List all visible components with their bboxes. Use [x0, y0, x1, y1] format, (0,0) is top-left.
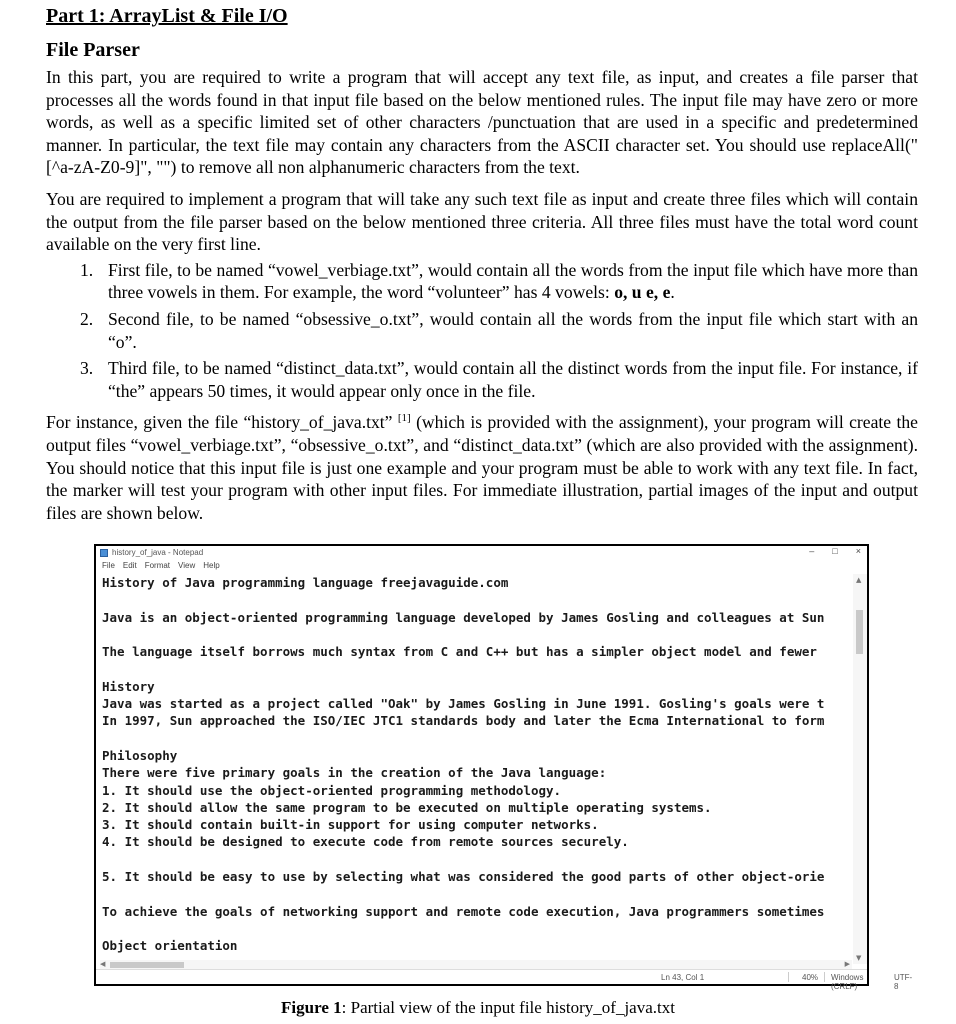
- requirements-paragraph: You are required to implement a program that will take any such text file as input and create three files which will contain the output from the file parser based on the below mentioned three criteria. All three files must have the total word count available on the very first line.: [46, 188, 918, 255]
- close-icon[interactable]: ×: [855, 546, 861, 556]
- notepad-screenshot: [94, 544, 913, 991]
- notepad-line: 4. It should be designed to execute code from remote sources securely.: [102, 834, 629, 850]
- criteria-bold-text: o, u e, e: [614, 282, 671, 303]
- notepad-line: [102, 851, 854, 868]
- caption-text: : Partial view of the input file history_of_java.txt: [341, 998, 675, 1017]
- part-heading: Part 1: ArrayList & File I/O: [46, 5, 288, 27]
- notepad-line: Java is an object-oriented programming language developed by James Gosling and colleagues at Sun: [102, 609, 825, 625]
- window-controls: [809, 546, 861, 556]
- notepad-line: Java was started as a project called "Oak" by James Gosling in June 1991. Gosling's goals were t: [102, 696, 825, 712]
- example-text-continued: (which is provided with the assignment), your program will create the output files “vowel_verbiage.txt”, “obsessive_o.txt”, and “distinct_data.txt” (which are also provided with the assignment). You should notice that this input file is just one example and your program must be able to work with any text file. In fact, the marker will test your program with other input files. For immediate illustration, partial images of the input and output files are shown below.: [46, 412, 918, 523]
- notepad-line: History of Java programming language freejavaguide.com: [102, 575, 509, 590]
- menu-format[interactable]: Format: [144, 561, 171, 570]
- scroll-right-icon[interactable]: ▶: [844, 960, 850, 968]
- notepad-line: [102, 591, 854, 608]
- criteria-number: 3.: [80, 358, 94, 379]
- status-divider: [788, 972, 789, 982]
- scroll-up-icon[interactable]: ▲: [856, 576, 862, 584]
- notepad-line: [102, 920, 854, 937]
- notepad-menubar: [96, 560, 867, 572]
- notepad-line: There were five primary goals in the creation of the Java language:: [102, 765, 607, 781]
- notepad-line: 2. It should allow the same program to be executed on multiple operating systems.: [102, 799, 712, 815]
- menu-file[interactable]: File: [102, 561, 115, 570]
- notepad-line: To achieve the goals of networking support and remote code execution, Java programmers sometimes: [102, 903, 825, 919]
- status-divider: [824, 972, 825, 982]
- scroll-down-icon[interactable]: ▼: [856, 954, 862, 962]
- criteria-text: Third file, to be named “distinct_data.txt”, would contain all the distinct words from the input file. For instance, if “the” appears 50 times, it would appear only once in the file.: [108, 358, 918, 401]
- criteria-text: First file, to be named “vowel_verbiage.txt”, would contain all the words from the input file which have more than three vowels in them. For example, the word “volunteer” has 4 vowels:: [108, 259, 918, 303]
- line-ending: Windows (CRLF): [831, 973, 864, 991]
- footnote-reference[interactable]: [1]: [397, 412, 411, 425]
- notepad-line: Object orientation: [102, 938, 238, 954]
- notepad-text-area[interactable]: [102, 574, 854, 956]
- cursor-position: Ln 43, Col 1: [661, 973, 705, 982]
- intro-paragraph: In this part, you are required to write a program that will accept any text file, as input, and creates a file parser that processes all the words found in that input file based on the below mentioned rules. The input file may have zero or more words, as well as a specific limited set of other characters /punctuation that are used in a specific and predetermined manner. In particular, the text file may contain any characters from the ASCII character set. You should use replaceAll("[^a-zA-Z0-9]", "") to remove all non alphanumeric characters from the text.: [46, 67, 918, 178]
- menu-edit[interactable]: Edit: [122, 561, 137, 570]
- notepad-statusbar: [96, 969, 913, 991]
- notepad-window-title: history_of_java - Notepad: [112, 548, 204, 557]
- notepad-line: Philosophy: [102, 747, 178, 763]
- criteria-number: 1.: [80, 259, 94, 280]
- document-body: [46, 0, 918, 524]
- criteria-item: [46, 308, 918, 353]
- notepad-app-icon: [100, 549, 108, 557]
- notepad-line: The language itself borrows much syntax from C and C++ but has a simpler object model and fewer: [102, 644, 817, 660]
- figure-caption: [0, 998, 956, 1018]
- criteria-text-end: .: [670, 282, 675, 303]
- notepad-line: 5. It should be easy to use by selecting what was considered the good parts of other object-orie: [102, 869, 825, 885]
- notepad-line: [102, 730, 854, 747]
- criteria-list: [46, 259, 918, 403]
- scroll-left-icon[interactable]: ◀: [100, 960, 106, 968]
- criteria-item: [46, 357, 918, 402]
- maximize-icon[interactable]: □: [832, 546, 838, 556]
- caption-label: Figure 1: [281, 998, 342, 1017]
- notepad-titlebar: [96, 546, 867, 560]
- criteria-item: [46, 259, 918, 304]
- encoding: UTF-8: [894, 973, 913, 991]
- notepad-line: [102, 626, 854, 643]
- example-text: For instance, given the file “history_of_java.txt”: [46, 412, 398, 433]
- notepad-line: In 1997, Sun approached the ISO/IEC JTC1 standards body and later the Ecma International to form: [102, 713, 825, 729]
- notepad-line: [102, 885, 854, 902]
- criteria-number: 2.: [80, 308, 94, 329]
- minimize-icon[interactable]: –: [809, 546, 815, 556]
- notepad-line: [102, 660, 854, 677]
- horizontal-scroll-thumb[interactable]: [110, 962, 184, 968]
- vertical-scrollbar[interactable]: [853, 574, 867, 964]
- menu-view[interactable]: View: [178, 561, 196, 570]
- zoom-level: 40%: [802, 973, 819, 982]
- criteria-text: Second file, to be named “obsessive_o.txt”, would contain all the words from the input file which start with an “o”.: [108, 308, 918, 352]
- vertical-scroll-thumb[interactable]: [856, 610, 863, 654]
- notepad-line: History: [102, 678, 155, 694]
- notepad-line: 1. It should use the object-oriented programming methodology.: [102, 782, 562, 798]
- menu-help[interactable]: Help: [203, 561, 220, 570]
- example-paragraph: [46, 411, 918, 524]
- notepad-line: 3. It should contain built-in support for using computer networks.: [102, 817, 599, 833]
- section-heading: File Parser: [46, 39, 140, 61]
